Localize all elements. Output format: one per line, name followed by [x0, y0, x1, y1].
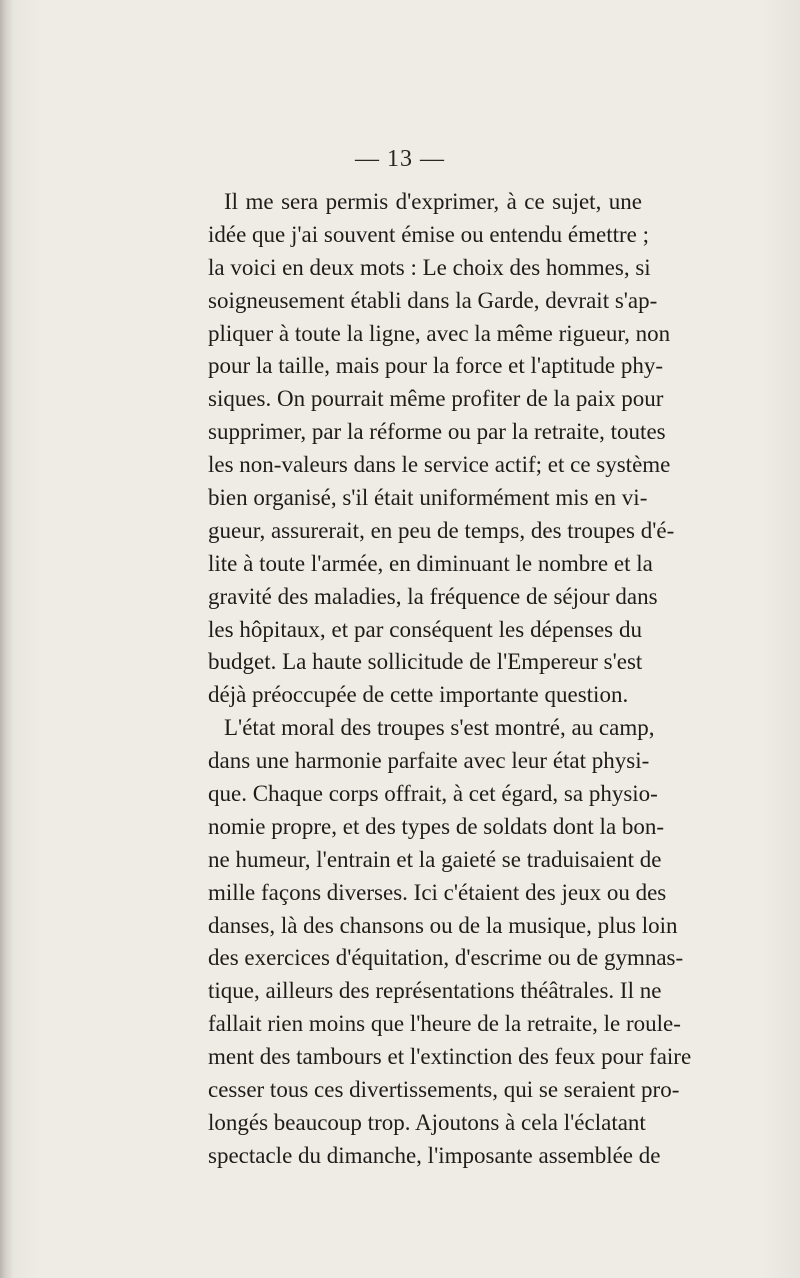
text-line: dans une harmonie parfaite avec leur état physi-	[208, 748, 650, 774]
text-line: les hôpitaux, et par conséquent les dépenses du	[208, 616, 642, 642]
text-line: longés beaucoup trop. Ajoutons à cela l'éclatant	[208, 1109, 646, 1135]
page-number: — 13 —	[355, 146, 445, 172]
body-text	[208, 186, 692, 1173]
text-line: les non-valeurs dans le service actif; et ce système	[208, 452, 671, 478]
text-line: gueur, assurerait, en peu de temps, des troupes d'é-	[208, 517, 675, 543]
text-line: mille façons diverses. Ici c'étaient des jeux ou des	[208, 879, 667, 905]
text-line: L'état moral des troupes s'est montré, au camp,	[224, 715, 655, 741]
text-line: budget. La haute sollicitude de l'Empereur s'est	[208, 649, 643, 675]
text-line: que. Chaque corps offrait, à cet égard, sa physio-	[208, 781, 658, 807]
page-gutter	[0, 0, 14, 1278]
text-line: idée que j'ai souvent émise ou entendu émettre ;	[208, 221, 649, 247]
text-line: supprimer, par la réforme ou par la retraite, toutes	[208, 419, 666, 445]
text-line: Il me sera permis d'exprimer, à ce sujet, une	[224, 189, 642, 214]
text-line: pliquer à toute la ligne, avec la même rigueur, non	[208, 320, 671, 346]
text-line: cesser tous ces divertissements, qui se seraient pro-	[208, 1077, 680, 1103]
text-line: lite à toute l'armée, en diminuant le nombre et la	[208, 550, 653, 576]
text-line: bien organisé, s'il était uniformément mis en vi-	[208, 485, 648, 511]
text-line: ne humeur, l'entrain et la gaieté se traduisaient de	[208, 846, 662, 872]
text-line: pour la taille, mais pour la force et l'aptitude phy-	[208, 353, 664, 379]
text-line: gravité des maladies, la fréquence de séjour dans	[208, 583, 658, 609]
text-line: la voici en deux mots : Le choix des hommes, si	[208, 254, 651, 280]
text-line: siques. On pourrait même profiter de la paix pour	[208, 386, 664, 412]
text-line: danses, là des chansons ou de la musique, plus loin	[208, 912, 678, 938]
text-line: soigneusement établi dans la Garde, devrait s'ap-	[208, 287, 658, 313]
text-line: nomie propre, et des types de soldats dont la bon-	[208, 813, 665, 839]
text-line: fallait rien moins que l'heure de la retraite, le roule-	[208, 1011, 681, 1037]
text-line: déjà préoccupée de cette importante question.	[208, 682, 629, 708]
text-line: tique, ailleurs des représentations théâtrales. Il ne	[208, 978, 662, 1004]
text-line: des exercices d'équitation, d'escrime ou de gymnas-	[208, 945, 684, 971]
text-line: spectacle du dimanche, l'imposante assemblée de	[208, 1142, 661, 1168]
text-line: ment des tambours et l'extinction des feux pour faire	[208, 1044, 692, 1070]
